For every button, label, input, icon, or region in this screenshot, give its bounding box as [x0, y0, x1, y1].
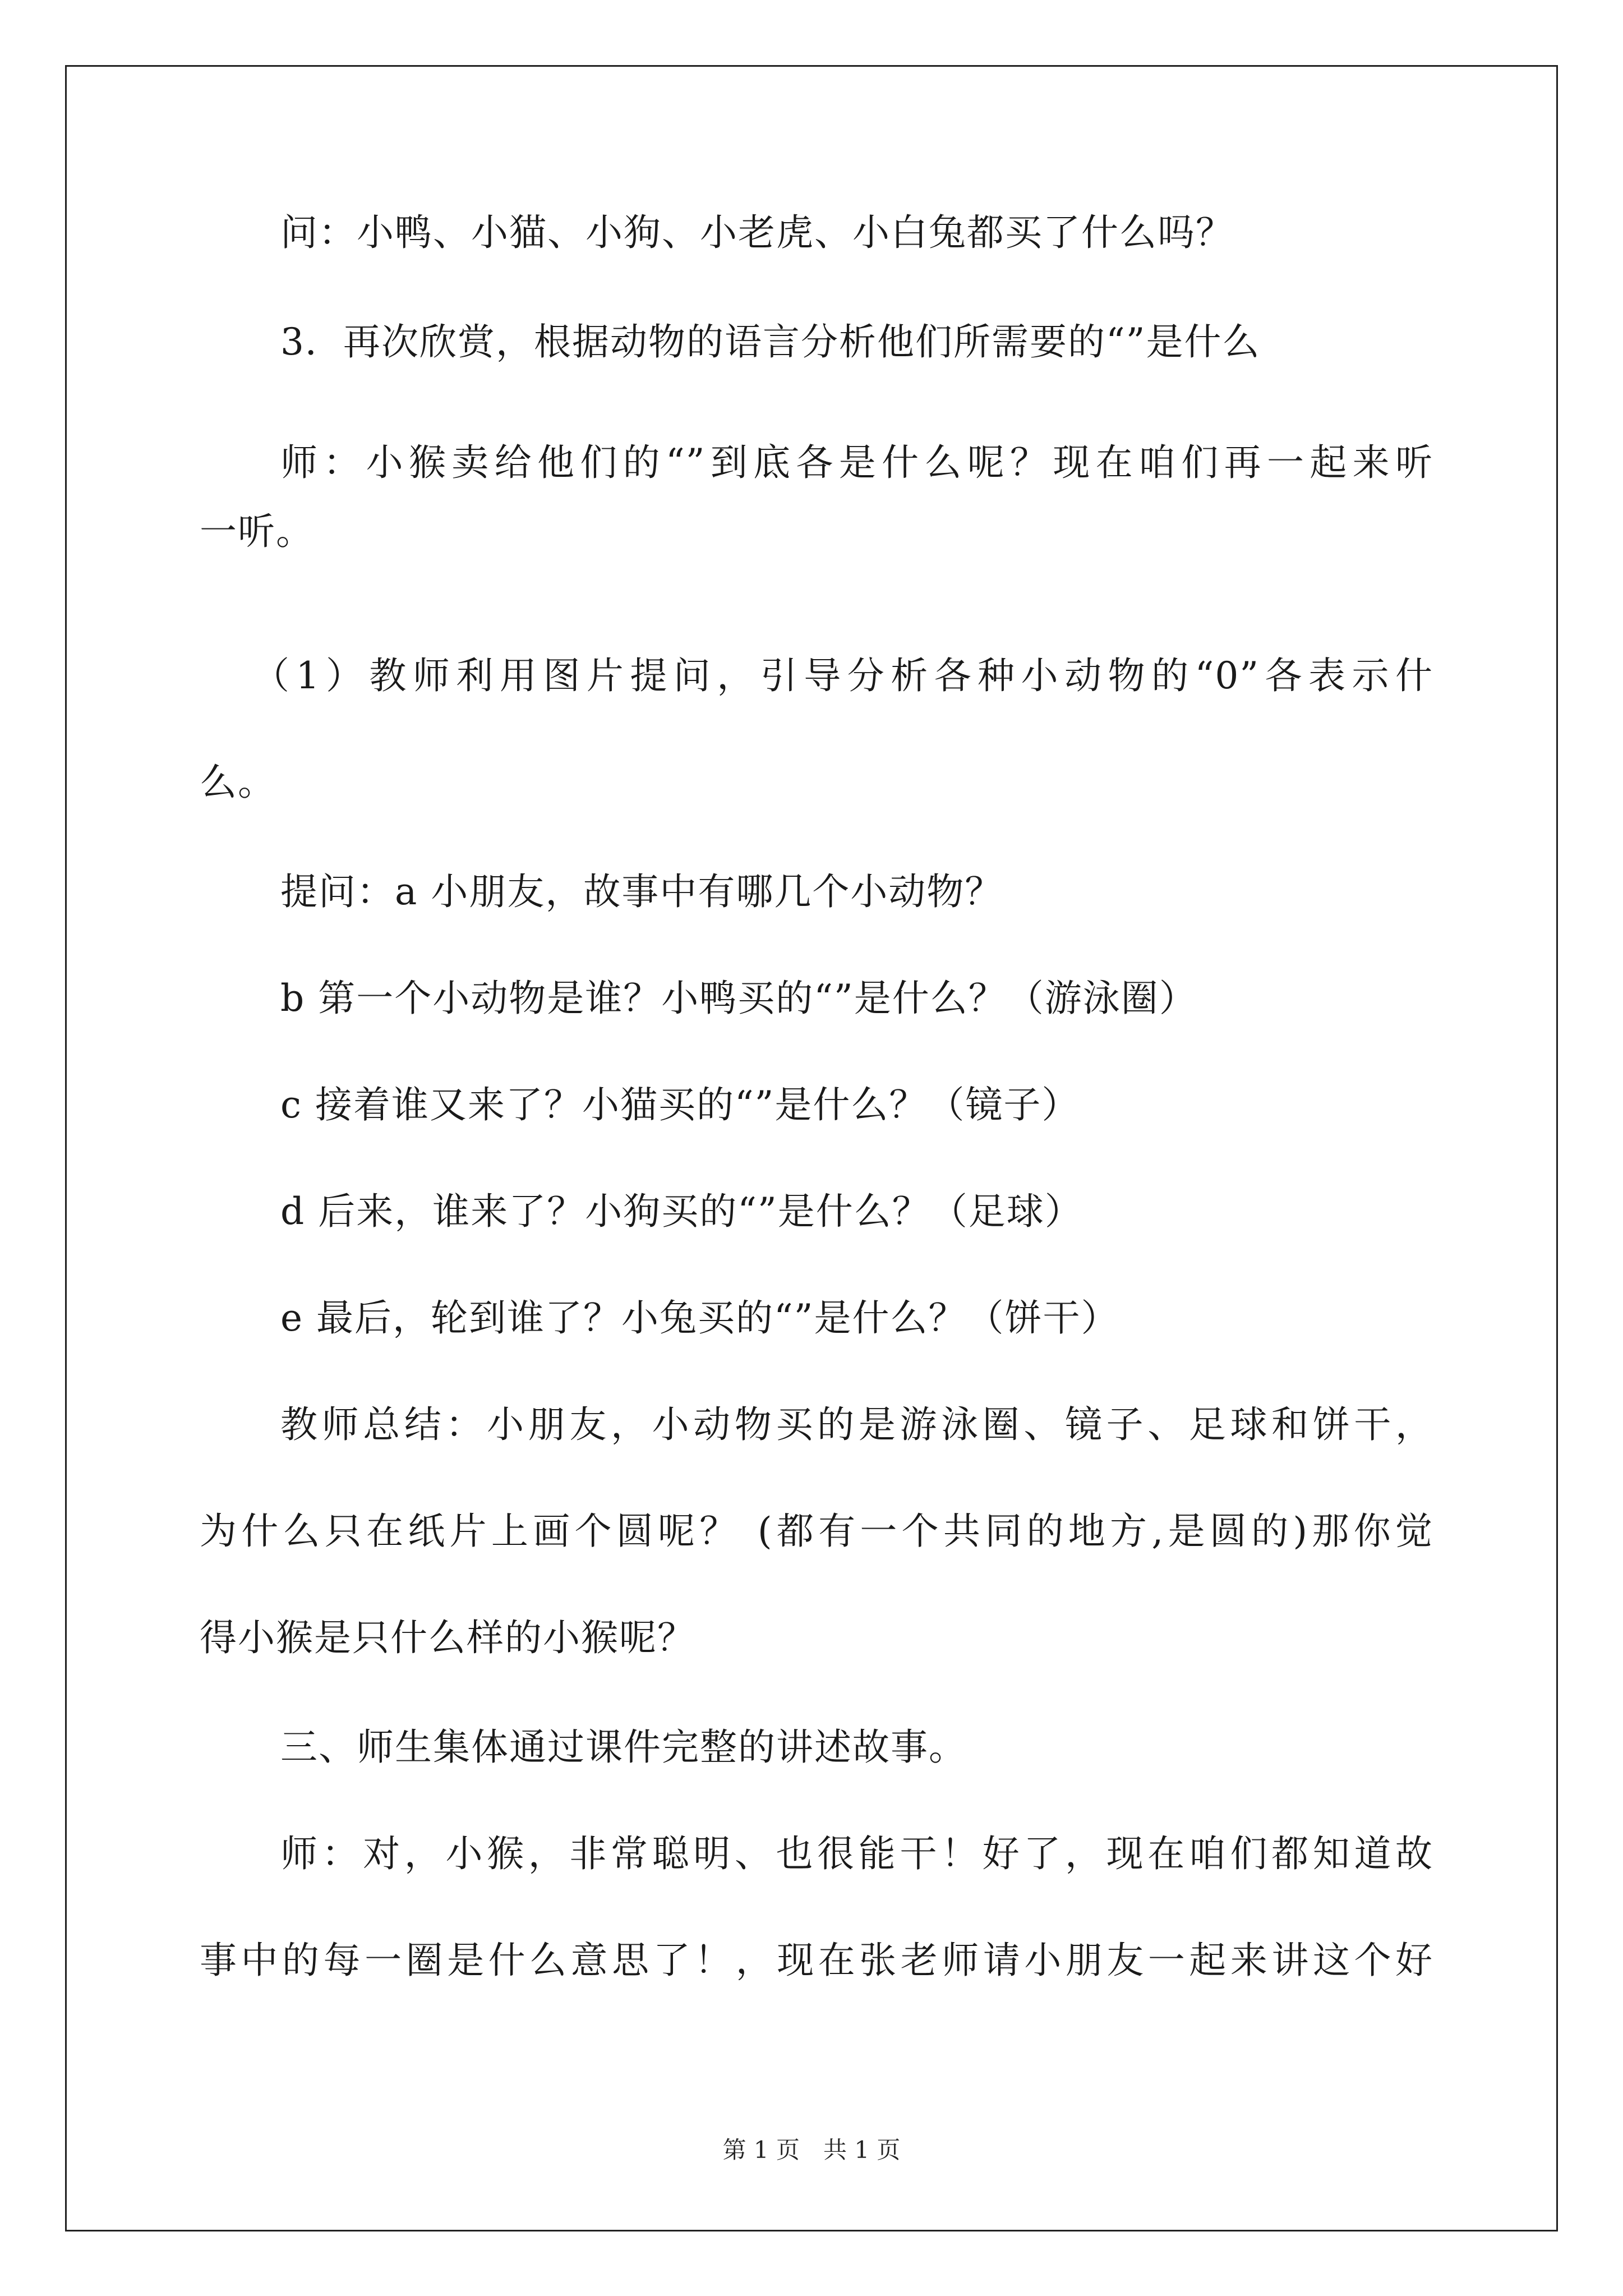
paragraph-line: 师：小猴卖给他们的“”到底各是什么呢？现在咱们再一起来听 [280, 441, 1433, 484]
paragraph-line: 教师总结：小朋友，小动物买的是游泳圈、镜子、足球和饼干， [280, 1403, 1433, 1446]
paragraph-line: 么。 [200, 761, 276, 804]
paragraph-line: 事中的每一圈是什么意思了！，现在张老师请小朋友一起来讲这个好 [200, 1939, 1433, 1982]
paragraph-line: d 后来，谁来了？小狗买的“”是什么？（足球） [280, 1190, 1083, 1233]
paragraph-line: 提问：a 小朋友，故事中有哪几个小动物？ [280, 870, 1003, 913]
paragraph-line: 得小猴是只什么样的小猴呢？ [200, 1616, 695, 1659]
paragraph-line: e 最后，轮到谁了？小兔买的“”是什么？（饼干） [280, 1296, 1119, 1340]
paragraph-line: （1）教师利用图片提问，引导分析各种小动物的“0”各表示什 [252, 654, 1433, 697]
paragraph-line: 3．再次欣赏，根据动物的语言分析他们所需要的“”是什么 [280, 320, 1261, 364]
paragraph-line: 为什么只在纸片上画个圆呢？ (都有一个共同的地方,是圆的)那你觉 [200, 1510, 1433, 1553]
paragraph-line: 问：小鸭、小猫、小狗、小老虎、小白兔都买了什么吗？ [280, 211, 1234, 254]
paragraph-line: 三、师生集体通过课件完整的讲述故事。 [280, 1726, 967, 1769]
paragraph-line: 一听。 [200, 510, 314, 553]
page-number-footer: 第 1 页 共 1 页 [722, 2136, 901, 2164]
paragraph-line: 师：对，小猴，非常聪明、也很能干！好了，现在咱们都知道故 [280, 1832, 1433, 1875]
page-border [65, 65, 1558, 2231]
paragraph-line: b 第一个小动物是谁？小鸭买的“”是什么？（游泳圈） [280, 977, 1197, 1020]
paragraph-line: c 接着谁又来了？小猫买的“”是什么？（镜子） [280, 1083, 1080, 1126]
